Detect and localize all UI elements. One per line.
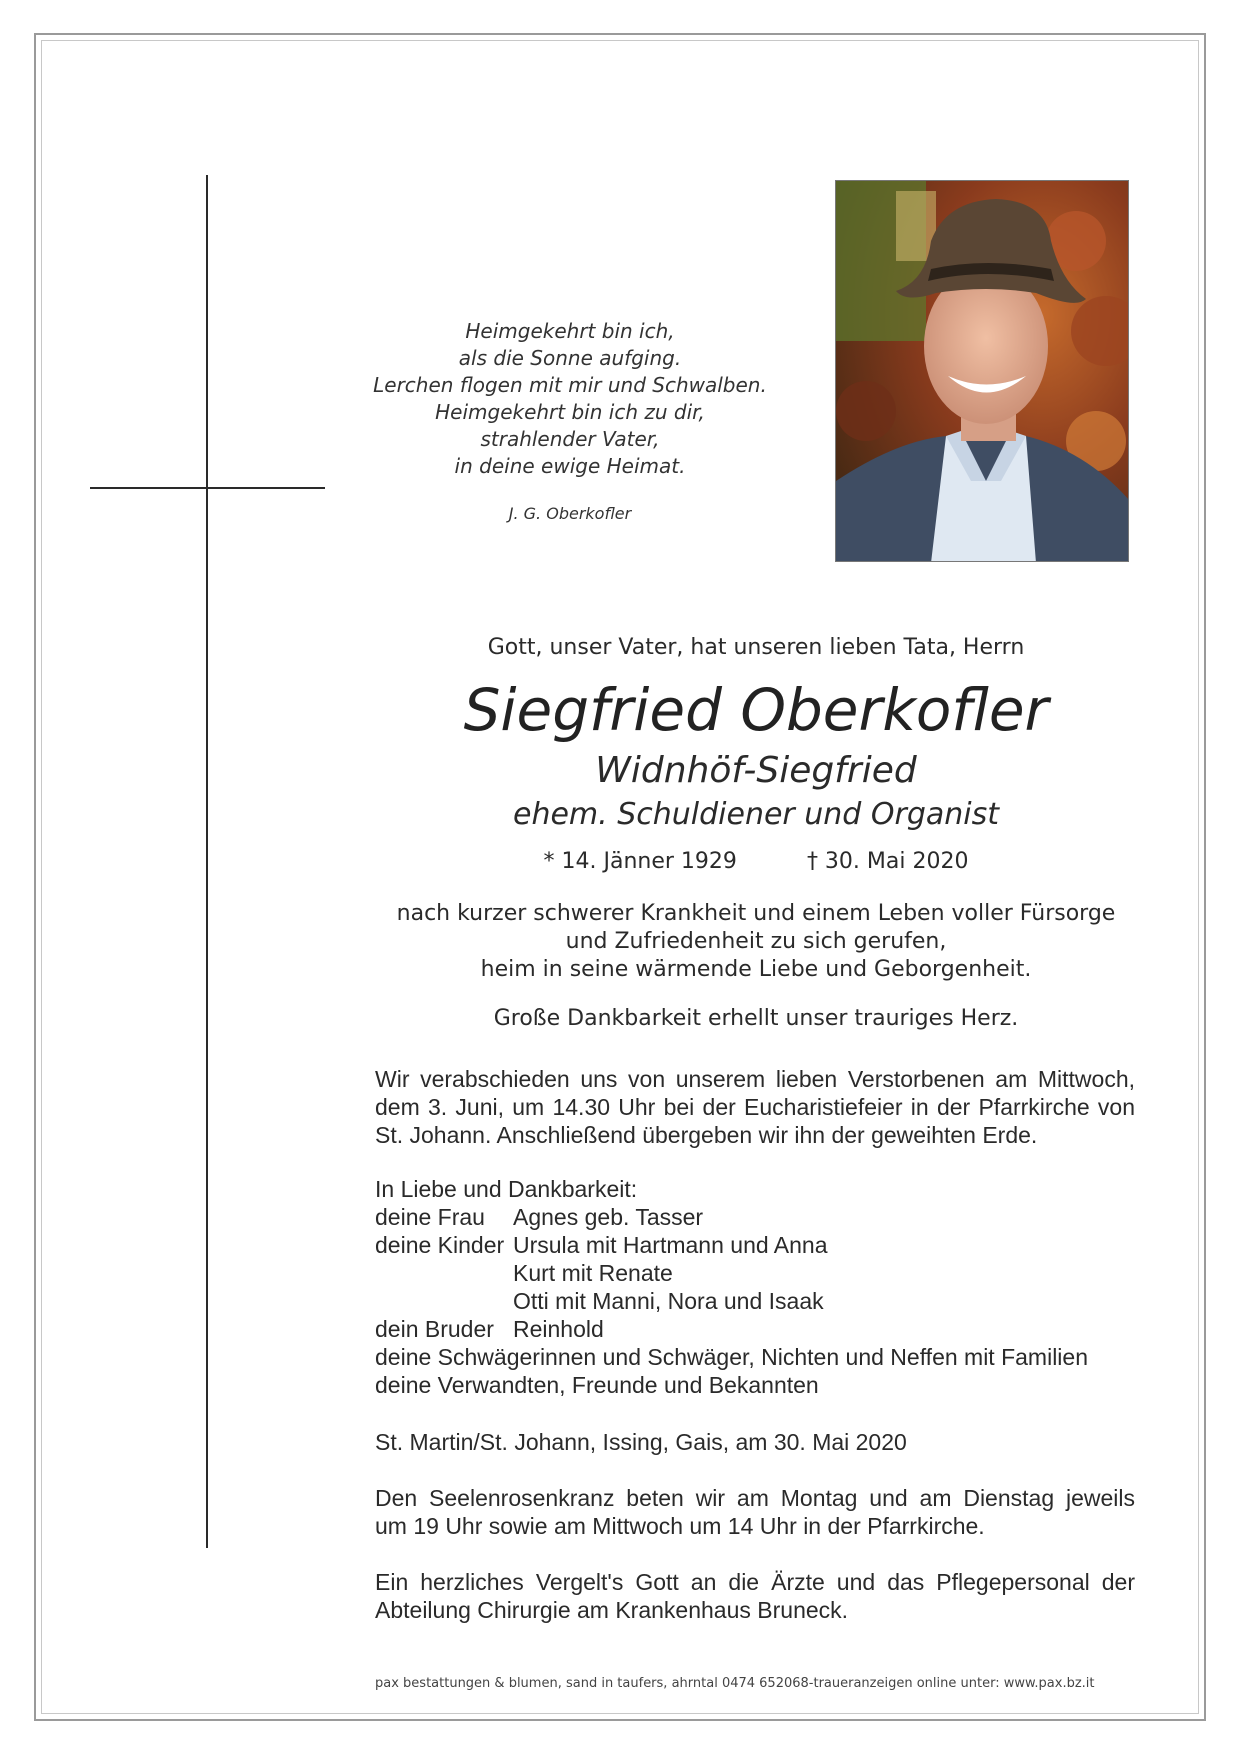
mourner-row: [375, 1231, 1135, 1259]
cross-horizontal-bar: [90, 487, 325, 489]
mourner-relation: dein Bruder: [375, 1316, 494, 1342]
cross-vertical-bar: [206, 175, 208, 1548]
death-date: † 30. Mai 2020: [806, 849, 969, 874]
mourner-names: Ursula mit Hartmann und Anna: [513, 1232, 828, 1258]
nickname: Widnhöf-Siegfried: [595, 750, 917, 791]
rosary-line: Den Seelenrosenkranz beten wir am Montag und am Dienstag jeweils: [375, 1485, 1135, 1511]
mourner-row: [375, 1287, 1135, 1315]
poem-line: als die Sonne aufging.: [458, 346, 682, 370]
mourner-extra: deine Verwandten, Freunde und Bekannten: [375, 1372, 819, 1398]
rosary-paragraph: [375, 1484, 1135, 1540]
mourner-extra: deine Schwägerinnen und Schwäger, Nichten und Neffen mit Familien: [375, 1344, 1088, 1370]
rosary-line: um 19 Uhr sowie am Mittwoch um 14 Uhr in der Pfarrkirche.: [375, 1513, 985, 1539]
mourners-heading: In Liebe und Dankbarkeit:: [375, 1176, 638, 1202]
mourner-names: Otti mit Manni, Nora und Isaak: [513, 1288, 824, 1314]
mourner-row: [375, 1315, 1135, 1343]
poem-line: Heimgekehrt bin ich zu dir,: [435, 400, 705, 424]
thanks-paragraph: [375, 1568, 1135, 1624]
place-date: St. Martin/St. Johann, Issing, Gais, am 30. Mai 2020: [375, 1429, 907, 1455]
mourner-names: Agnes geb. Tasser: [513, 1204, 704, 1230]
poem-line: Heimgekehrt bin ich,: [465, 319, 675, 343]
passing-line: und Zufriedenheit zu sich gerufen,: [565, 929, 947, 954]
mourner-relation: deine Kinder: [375, 1232, 505, 1258]
poem-line: Lerchen flogen mit mir und Schwalben.: [373, 373, 767, 397]
passing-line: nach kurzer schwerer Krankheit und einem Leben voller Fürsorge: [396, 901, 1116, 926]
portrait-photo: [835, 180, 1129, 562]
deceased-name: Siegfried Oberkofler: [463, 676, 1049, 744]
passing-line: heim in seine wärmende Liebe und Geborgenheit.: [480, 957, 1032, 982]
intro-text: Gott, unser Vater, hat unseren lieben Tata, Herrn: [487, 635, 1025, 660]
poem-line: in deine ewige Heimat.: [454, 454, 686, 478]
thanks-line: Abteilung Chirurgie am Krankenhaus Bruneck.: [375, 1597, 849, 1623]
mourners-list: [375, 1175, 1135, 1399]
mourner-relation: deine Frau: [375, 1204, 485, 1230]
birth-date: * 14. Jänner 1929: [543, 849, 737, 874]
mourner-row: [375, 1203, 1135, 1231]
life-dates: [340, 849, 1172, 874]
farewell-line: St. Johann. Anschließend übergeben wir ihn der geweihten Erde.: [375, 1122, 1038, 1148]
farewell-line: Wir verabschieden uns von unserem lieben Verstorbenen am Mittwoch,: [375, 1066, 1135, 1092]
farewell-line: dem 3. Juni, um 14.30 Uhr bei der Eucharistiefeier in der Pfarrkirche von: [375, 1094, 1135, 1120]
farewell-paragraph: [375, 1065, 1135, 1149]
poem-author: J. G. Oberkofler: [508, 504, 632, 523]
poem: [340, 318, 800, 480]
mourner-names: Kurt mit Renate: [513, 1260, 673, 1286]
thanks-line: Ein herzliches Vergelt's Gott an die Ärzte und das Pflegepersonal der: [375, 1569, 1135, 1595]
mourner-names: Reinhold: [513, 1316, 604, 1342]
gratitude-line: Große Dankbarkeit erhellt unser trauriges Herz.: [493, 1006, 1019, 1031]
profession: ehem. Schuldiener und Organist: [512, 797, 1000, 832]
mourner-row: [375, 1259, 1135, 1287]
passing-text: [340, 900, 1172, 984]
poem-line: strahlender Vater,: [480, 427, 660, 451]
footer-imprint: pax bestattungen & blumen, sand in taufers, ahrntal 0474 652068-traueranzeigen online unter: www.pax.bz.it: [375, 1676, 1095, 1691]
